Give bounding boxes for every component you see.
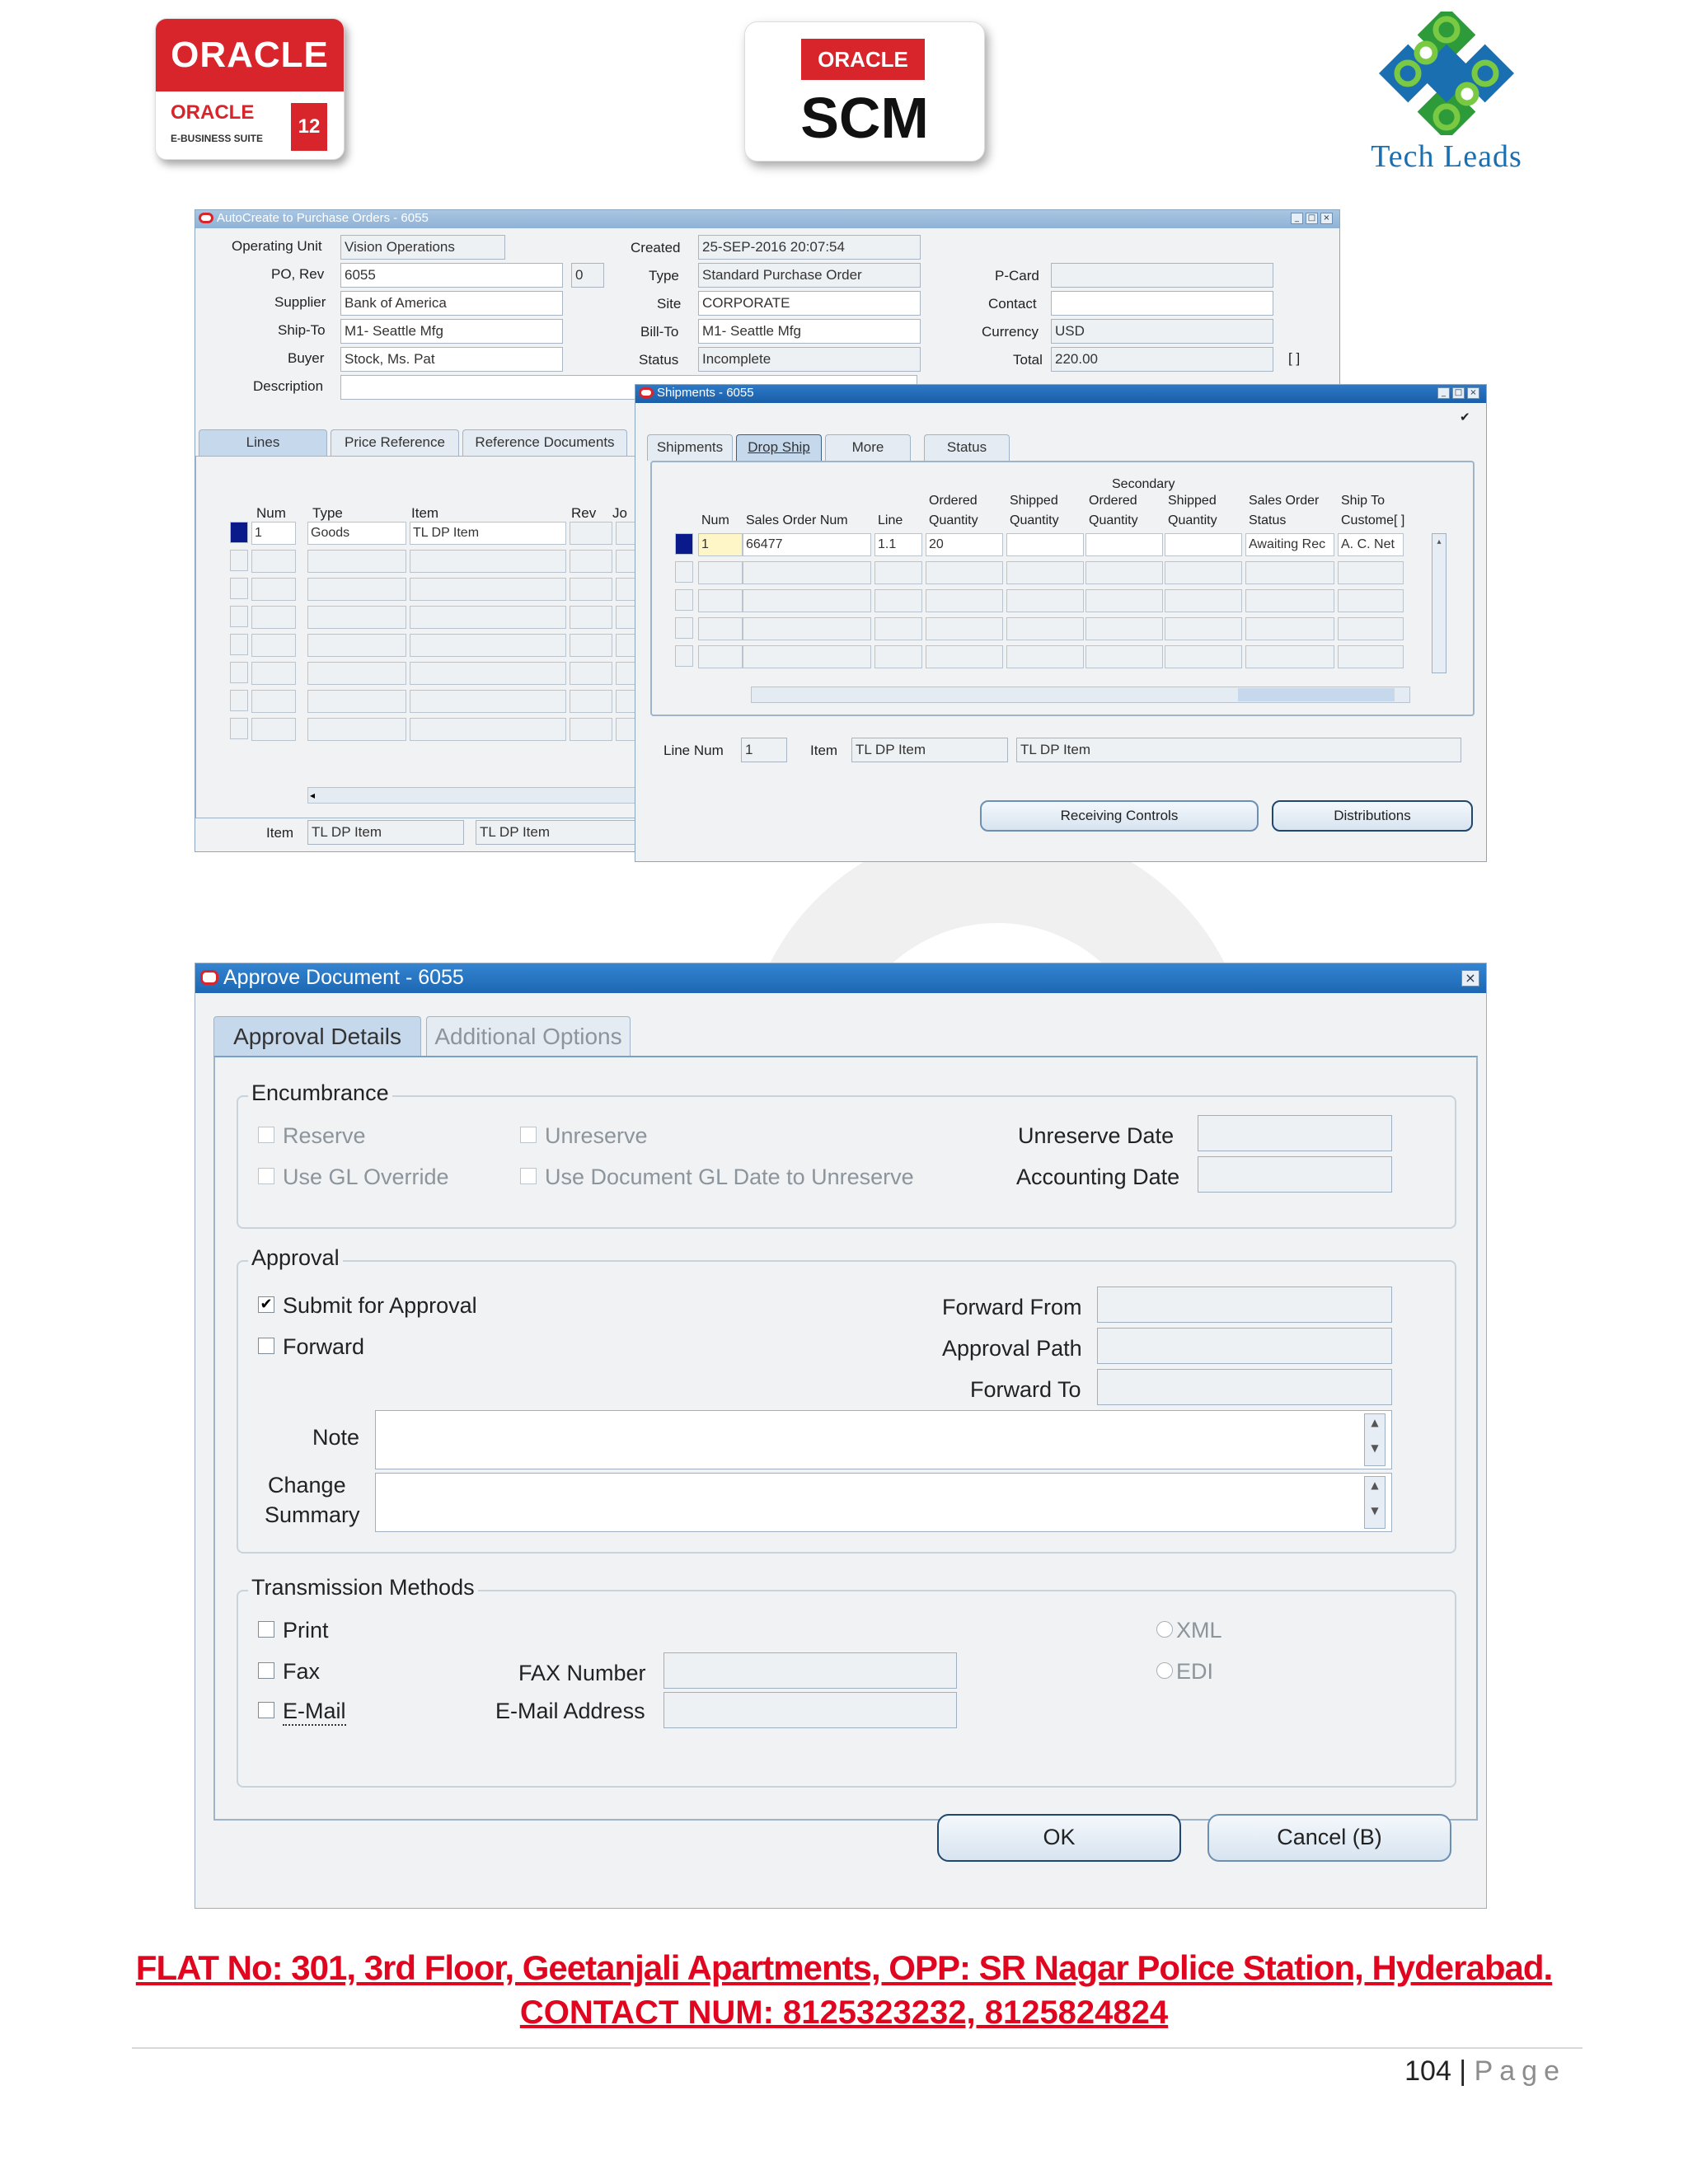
line-cell[interactable]	[251, 634, 296, 657]
shipment-cell[interactable]	[1006, 617, 1084, 640]
row-selector[interactable]	[230, 522, 248, 543]
oracle-small-text: ORACLE	[171, 101, 255, 124]
scroll-left-icon[interactable]: ◂	[310, 790, 316, 801]
row-selector[interactable]	[230, 606, 248, 627]
shipment-cell[interactable]	[743, 589, 871, 612]
ship-col-header-top: Sales Order	[1249, 494, 1320, 508]
page-number-value: 104	[1404, 2055, 1451, 2087]
line-cell[interactable]	[570, 550, 612, 573]
approve-title: Approve Document - 6055	[223, 966, 464, 989]
oracle-scm-logo	[744, 21, 985, 162]
shipment-cell[interactable]	[743, 645, 871, 668]
pcard-field[interactable]	[1051, 263, 1273, 288]
col-type: Type	[312, 505, 343, 521]
line-num-field[interactable]: 1	[741, 738, 787, 762]
line-cell[interactable]	[251, 718, 296, 741]
row-selector[interactable]	[230, 690, 248, 711]
shipment-cell[interactable]	[1245, 617, 1334, 640]
shipment-cell[interactable]	[1085, 561, 1163, 584]
shipment-cell[interactable]	[926, 645, 1003, 668]
shipment-cell[interactable]	[874, 645, 922, 668]
email-label: E-Mail	[283, 1699, 346, 1726]
minimize-icon[interactable]: _	[1291, 213, 1303, 224]
unreserve-date-field[interactable]	[1198, 1115, 1392, 1151]
minimize-icon[interactable]: _	[1437, 387, 1450, 399]
total-field[interactable]: 220.00	[1051, 347, 1273, 372]
page-separator: |	[1451, 2055, 1475, 2087]
line-cell[interactable]	[410, 578, 566, 601]
shipment-cell[interactable]: 1	[698, 533, 743, 556]
shipments-hscroll[interactable]	[751, 687, 1410, 703]
shipment-cell[interactable]	[1165, 589, 1242, 612]
fax-checkbox[interactable]	[258, 1662, 274, 1679]
shipment-cell[interactable]	[874, 617, 922, 640]
submit-for-approval-label: Submit for Approval	[283, 1293, 477, 1318]
ship-col-header: Quantity	[1168, 513, 1217, 527]
change-summary-field[interactable]	[375, 1473, 1392, 1532]
shipments-window	[635, 384, 1487, 862]
edi-radio[interactable]	[1156, 1662, 1173, 1679]
scm-text: SCM	[800, 86, 929, 150]
fax-number-field[interactable]	[663, 1652, 957, 1689]
secondary-header: Secondary	[1112, 477, 1175, 491]
shipment-cell[interactable]	[743, 561, 871, 584]
shipments-title: Shipments - 6055	[657, 386, 754, 400]
shipment-cell[interactable]: 1.1	[874, 533, 922, 556]
site-field[interactable]: CORPORATE	[698, 291, 921, 316]
shipment-cell[interactable]	[1245, 561, 1334, 584]
close-icon[interactable]: ×	[1461, 970, 1479, 987]
line-cell[interactable]	[410, 550, 566, 573]
scroll-up-icon[interactable]: ▲	[1371, 1479, 1379, 1491]
buyer-label: Buyer	[288, 350, 325, 366]
oracle-icon	[639, 387, 654, 398]
row-selector[interactable]	[675, 561, 693, 583]
status-label: Status	[639, 352, 679, 368]
shipment-cell[interactable]	[1165, 645, 1242, 668]
tab-price-reference[interactable]: Price Reference	[331, 429, 459, 456]
currency-field[interactable]: USD	[1051, 319, 1273, 344]
shipment-cell[interactable]	[1085, 589, 1163, 612]
line-cell[interactable]	[307, 718, 406, 741]
shipment-cell[interactable]	[1338, 645, 1404, 668]
description-label: Description	[253, 378, 324, 394]
print-label: Print	[283, 1618, 329, 1643]
xml-label: XML	[1176, 1618, 1222, 1643]
scm-oracle-badge: ORACLE	[801, 39, 925, 80]
accounting-date-label: Accounting Date	[1016, 1165, 1180, 1189]
line-cell[interactable]	[410, 662, 566, 685]
row-selector[interactable]	[230, 550, 248, 571]
unreserve-checkbox[interactable]	[520, 1127, 537, 1143]
footer-contact: CONTACT NUM: 8125323232, 8125824824	[519, 1994, 1169, 2031]
row-selector[interactable]	[675, 533, 693, 555]
email-address-label: E-Mail Address	[495, 1699, 645, 1723]
scroll-down-icon[interactable]: ▼	[1371, 1442, 1379, 1454]
shipment-cell[interactable]: A. C. Net	[1338, 533, 1404, 556]
encumbrance-title: Encumbrance	[248, 1080, 392, 1106]
transmission-group	[237, 1590, 1456, 1788]
unreserve-date-label: Unreserve Date	[1018, 1123, 1175, 1148]
shipment-cell[interactable]	[1165, 617, 1242, 640]
line-cell[interactable]	[251, 662, 296, 685]
ebs-text: E-BUSINESS SUITE	[171, 133, 264, 144]
line-cell[interactable]	[570, 578, 612, 601]
ship-col-header: Num	[701, 513, 729, 527]
footer-divider	[132, 2047, 1582, 2049]
po-number-field[interactable]: 6055	[340, 263, 563, 288]
shipment-cell[interactable]	[1165, 533, 1242, 556]
shipment-cell[interactable]	[1165, 561, 1242, 584]
transmission-title: Transmission Methods	[248, 1575, 478, 1601]
row-selector[interactable]	[230, 578, 248, 599]
note-label: Note	[312, 1425, 360, 1450]
maximize-icon[interactable]: □	[1306, 213, 1318, 224]
shipment-cell[interactable]: Awaiting Rec	[1245, 533, 1334, 556]
ship-col-header: Sales Order Num	[746, 513, 848, 527]
status-field[interactable]: Incomplete	[698, 347, 921, 372]
row-selector[interactable]	[675, 617, 693, 639]
row-selector[interactable]	[675, 645, 693, 667]
line-cell[interactable]	[410, 634, 566, 657]
hscroll-thumb[interactable]	[1238, 688, 1395, 701]
line-cell[interactable]	[251, 690, 296, 713]
accounting-date-field[interactable]	[1198, 1156, 1392, 1193]
approve-titlebar	[195, 963, 1486, 993]
ship-col-header: Quantity	[929, 513, 978, 527]
tab-status[interactable]: Status	[924, 434, 1010, 461]
line-cell[interactable]	[570, 606, 612, 629]
use-gl-override-label: Use GL Override	[283, 1165, 449, 1189]
type-field[interactable]: Standard Purchase Order	[698, 263, 921, 288]
ship-col-header-top: Ordered	[929, 494, 978, 508]
line-cell[interactable]	[307, 690, 406, 713]
fax-number-label: FAX Number	[518, 1661, 646, 1685]
fax-label: Fax	[283, 1659, 321, 1684]
shipment-cell[interactable]	[874, 589, 922, 612]
line-cell[interactable]	[307, 662, 406, 685]
change-summary-scrollbar[interactable]	[1364, 1476, 1386, 1529]
ship-col-header: Quantity	[1089, 513, 1138, 527]
col-num: Num	[256, 505, 286, 521]
item-field[interactable]: TL DP Item	[307, 820, 464, 845]
po-rev-label: PO, Rev	[271, 266, 325, 282]
ok-button[interactable]: OK	[937, 1814, 1181, 1862]
col-rev: Rev	[571, 505, 597, 521]
page-word: Page	[1474, 2055, 1566, 2087]
shipment-cell[interactable]	[1245, 645, 1334, 668]
email-checkbox[interactable]	[258, 1702, 274, 1718]
operating-unit-field[interactable]: Vision Operations	[340, 235, 505, 260]
shipment-cell[interactable]	[698, 561, 743, 584]
row-selector[interactable]	[230, 718, 248, 739]
forward-from-label: Forward From	[942, 1295, 1082, 1319]
line-cell[interactable]	[307, 550, 406, 573]
note-scrollbar[interactable]	[1364, 1413, 1386, 1466]
bracket-text: [ ]	[1288, 350, 1301, 366]
scroll-up-icon[interactable]: ▴	[1437, 537, 1442, 546]
line-type-cell[interactable]: Goods	[307, 522, 406, 545]
item-desc-field[interactable]: TL DP Item	[476, 820, 640, 845]
shipment-cell[interactable]	[1085, 645, 1163, 668]
ship-to-field[interactable]: M1- Seattle Mfg	[340, 319, 563, 344]
pcard-label: P-Card	[995, 268, 1039, 284]
scroll-up-icon[interactable]: ▲	[1371, 1417, 1379, 1428]
release-badge: 12	[291, 103, 327, 151]
row-selector[interactable]	[230, 634, 248, 655]
line-cell[interactable]	[410, 718, 566, 741]
use-doc-gl-date-label: Use Document GL Date to Unreserve	[545, 1165, 914, 1189]
use-gl-override-checkbox[interactable]	[258, 1168, 274, 1184]
line-rev-cell[interactable]	[570, 522, 612, 545]
summary-label: Summary	[265, 1502, 360, 1527]
created-label: Created	[631, 240, 681, 255]
oracle-icon	[200, 970, 218, 985]
shipment-cell[interactable]	[1338, 589, 1404, 612]
autocreate-titlebar	[195, 210, 1339, 228]
shipment-cell[interactable]	[1085, 533, 1163, 556]
shipment-cell[interactable]	[698, 589, 743, 612]
tab-approval-details[interactable]: Approval Details	[213, 1016, 421, 1057]
close-icon[interactable]: ×	[1467, 387, 1479, 399]
shipments-titlebar	[635, 385, 1486, 403]
ship-to-label: Ship-To	[278, 322, 326, 338]
shipment-cell[interactable]	[1006, 561, 1084, 584]
unreserve-label: Unreserve	[545, 1123, 648, 1148]
lines-hscroll[interactable]	[307, 787, 637, 804]
shipment-cell[interactable]	[1006, 589, 1084, 612]
bill-to-field[interactable]: M1- Seattle Mfg	[698, 319, 921, 344]
shipment-cell[interactable]	[698, 645, 743, 668]
ship-col-header: Line	[878, 513, 903, 527]
line-cell[interactable]	[307, 606, 406, 629]
line-num-label: Line Num	[663, 743, 724, 758]
row-selector[interactable]	[230, 662, 248, 683]
change-label: Change	[268, 1473, 346, 1497]
ship-col-header: Status	[1249, 513, 1287, 527]
oracle-ebs-logo	[155, 18, 345, 160]
line-num-cell[interactable]: 1	[251, 522, 296, 545]
reserve-checkbox[interactable]	[258, 1127, 274, 1143]
footer-address: FLAT No: 301, 3rd Floor, Geetanjali Apartments, OPP: SR Nagar Police Station, Hyderabad.	[135, 1948, 1553, 1987]
oracle-icon	[199, 213, 213, 223]
created-field[interactable]: 25-SEP-2016 20:07:54	[698, 235, 921, 260]
type-label: Type	[649, 268, 679, 284]
submit-for-approval-checkbox[interactable]: ✔	[258, 1296, 274, 1313]
shipment-cell[interactable]	[1006, 533, 1084, 556]
line-cell[interactable]	[307, 634, 406, 657]
buyer-field[interactable]: Stock, Ms. Pat	[340, 347, 563, 372]
line-cell[interactable]	[570, 718, 612, 741]
ship-item-desc-field[interactable]: TL DP Item	[1016, 738, 1461, 762]
tech-leads-text: Tech Leads	[1371, 139, 1522, 174]
col-item: Item	[411, 505, 439, 521]
col-jo: Jo	[612, 505, 627, 521]
contact-field[interactable]	[1051, 291, 1273, 316]
shipment-cell[interactable]: 66477	[743, 533, 871, 556]
edi-label: EDI	[1176, 1659, 1214, 1684]
cancel-button[interactable]: Cancel (B)	[1207, 1814, 1451, 1862]
line-cell[interactable]	[251, 550, 296, 573]
tab-reference-documents[interactable]: Reference Documents	[462, 429, 627, 456]
ship-col-header-top: Shipped	[1168, 494, 1217, 508]
shipment-cell[interactable]	[874, 561, 922, 584]
shipment-cell[interactable]	[1245, 589, 1334, 612]
supplier-label: Supplier	[274, 294, 326, 310]
note-field[interactable]	[375, 1410, 1392, 1469]
row-selector[interactable]	[675, 589, 693, 611]
shipment-cell[interactable]	[1338, 617, 1404, 640]
shipments-vscroll[interactable]	[1432, 533, 1447, 673]
forward-to-field[interactable]	[1097, 1369, 1392, 1405]
tab-drop-ship[interactable]: Drop Ship	[736, 434, 822, 461]
shipment-cell[interactable]	[698, 617, 743, 640]
shipment-cell[interactable]	[1006, 645, 1084, 668]
ship-col-header: Quantity	[1010, 513, 1059, 527]
ship-col-header: Custome[ ]	[1341, 513, 1405, 527]
shipment-cell[interactable]: 20	[926, 533, 1003, 556]
xml-radio[interactable]	[1156, 1621, 1173, 1638]
ship-item-label: Item	[810, 743, 838, 758]
item-label: Item	[266, 825, 294, 841]
site-label: Site	[657, 296, 682, 312]
line-cell[interactable]	[570, 634, 612, 657]
distributions-button[interactable]: Distributions	[1272, 800, 1473, 832]
email-address-field[interactable]	[663, 1692, 957, 1728]
shipment-cell[interactable]	[926, 561, 1003, 584]
forward-label: Forward	[283, 1334, 365, 1359]
total-label: Total	[1013, 352, 1043, 368]
approval-path-field[interactable]	[1097, 1328, 1392, 1364]
bill-to-label: Bill-To	[640, 324, 679, 340]
maximize-icon[interactable]: □	[1452, 387, 1465, 399]
line-cell[interactable]	[251, 606, 296, 629]
autocreate-title: AutoCreate to Purchase Orders - 6055	[217, 211, 429, 225]
receiving-controls-button[interactable]: Receiving Controls	[980, 800, 1259, 832]
forward-checkbox[interactable]	[258, 1338, 274, 1354]
ship-col-header-top: Ordered	[1089, 494, 1137, 508]
line-cell[interactable]	[251, 578, 296, 601]
ship-item-field[interactable]: TL DP Item	[851, 738, 1008, 762]
line-item-cell[interactable]: TL DP Item	[410, 522, 566, 545]
line-cell[interactable]	[410, 606, 566, 629]
tech-leads-emblem-icon	[1352, 12, 1541, 135]
tab-more[interactable]: More	[825, 434, 911, 461]
ship-col-header-top: Shipped	[1010, 494, 1058, 508]
scroll-down-icon[interactable]: ▼	[1371, 1505, 1379, 1516]
tab-lines[interactable]: Lines	[199, 429, 327, 456]
supplier-field[interactable]: Bank of America	[340, 291, 563, 316]
checkmark-icon: ✔	[1460, 410, 1470, 424]
tab-additional-options[interactable]: Additional Options	[426, 1016, 631, 1057]
line-cell[interactable]	[410, 690, 566, 713]
tech-leads-logo	[1352, 12, 1541, 176]
currency-label: Currency	[982, 324, 1039, 340]
revision-field[interactable]: 0	[571, 263, 604, 288]
shipment-cell[interactable]	[1338, 561, 1404, 584]
close-icon[interactable]: ×	[1320, 213, 1333, 224]
forward-to-label: Forward To	[970, 1377, 1081, 1402]
approve-document-window	[195, 963, 1487, 1909]
line-cell[interactable]	[307, 578, 406, 601]
ship-col-header-top: Ship To	[1341, 494, 1386, 508]
line-cell[interactable]	[570, 662, 612, 685]
oracle-logo-text: ORACLE	[156, 19, 344, 91]
reserve-label: Reserve	[283, 1123, 366, 1148]
shipment-cell[interactable]	[1085, 617, 1163, 640]
operating-unit-label: Operating Unit	[232, 238, 322, 254]
forward-from-field[interactable]	[1097, 1286, 1392, 1323]
line-cell[interactable]	[570, 690, 612, 713]
use-doc-gl-date-checkbox[interactable]	[520, 1168, 537, 1184]
page-number	[1401, 2055, 1566, 2088]
shipment-cell[interactable]	[926, 617, 1003, 640]
shipment-cell[interactable]	[743, 617, 871, 640]
tab-shipments[interactable]: Shipments	[647, 434, 733, 461]
shipment-cell[interactable]	[926, 589, 1003, 612]
print-checkbox[interactable]	[258, 1621, 274, 1638]
approval-path-label: Approval Path	[942, 1336, 1082, 1361]
approval-title: Approval	[248, 1245, 343, 1271]
contact-label: Contact	[988, 296, 1037, 312]
